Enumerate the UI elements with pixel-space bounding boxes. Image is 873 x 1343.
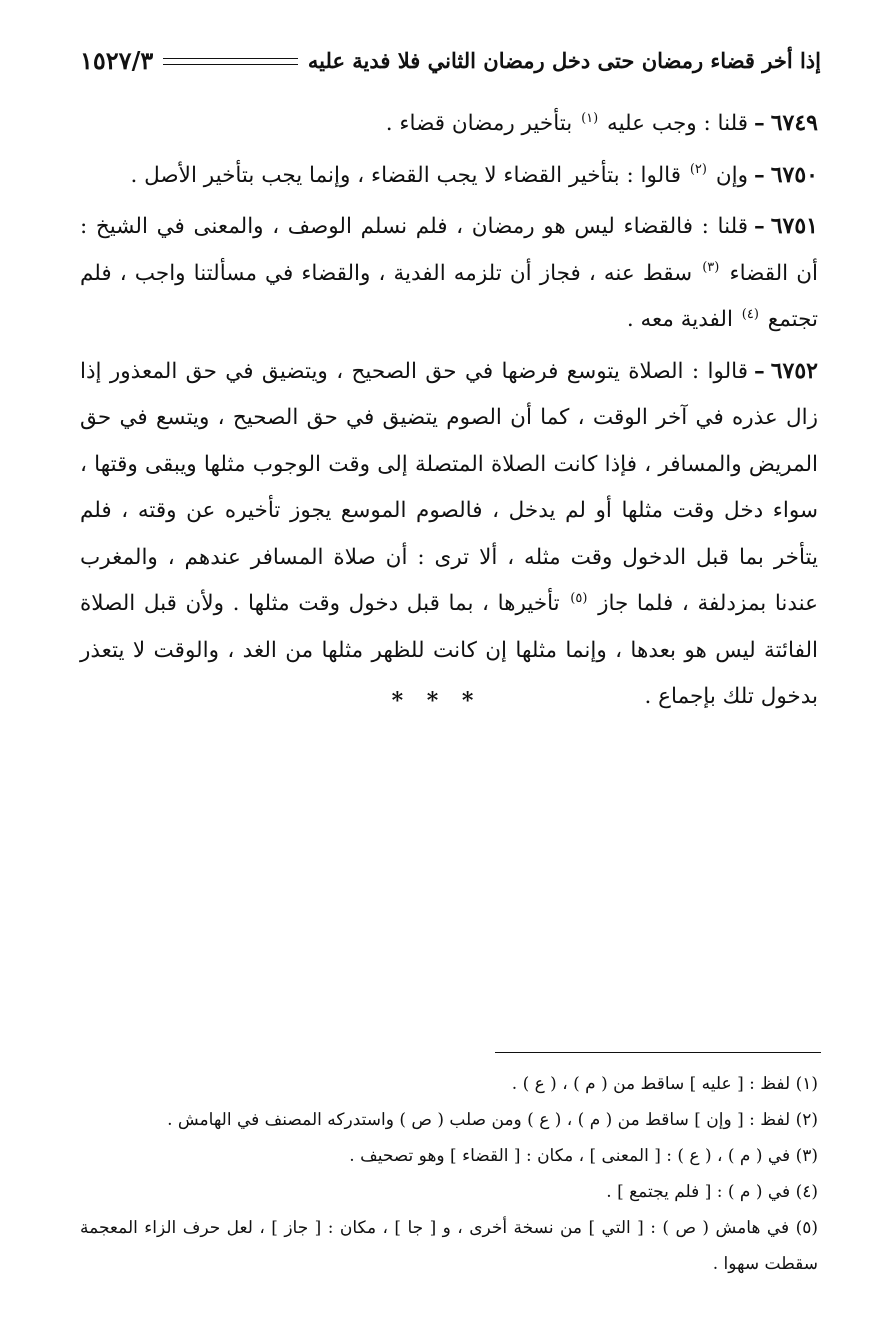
paragraph-text: تأخيرها ، بما قبل دخول وقت مثلها . ولأن قبل الصلاة الفائتة ليس هو بعدها ، وإنما مثلها إن كانت للظهر مثلها من الغد ، والوقت لا يتعذر بدخول تلك بإجماع . [80,591,818,709]
paragraph [80,152,818,200]
paragraph-number: ٦٧٥٢ [770,357,818,384]
footnotes [80,1066,818,1282]
footnote-reference: (٥) [570,590,588,606]
paragraph-text: الفدية معه . [626,307,733,332]
header-title: إذا أخر قضاء رمضان حتى دخل رمضان الثاني فلا فدية عليه [307,47,821,73]
paragraph-text: بتأخير رمضان قضاء . [385,111,573,136]
paragraph-text: قالوا : الصلاة يتوسع فرضها في حق الصحيح ، ويتضيق في حق المعذور إذا زال عذره في آخر الوقت ، كما أن الصوم يتضيق في حق الصحيح ، ويتسع في حق المريض والمسافر ، فإذا كانت الصلاة المتصلة إلى وقت الوجوب مثلها ويبقى وقتها ، سواء دخل وقت مثلها أو لم يدخل ، فالصوم الموسع يجوز تأخيره عن وقته ، فلم يتأخر بما قبل الدخول وقت مثله ، ألا ترى : أن صلاة المسافر عندهم ، والمغرب عندنا بمزدلفة ، فلما جاز [80,358,818,616]
paragraph-text: سقط عنه ، فجاز أن تلزمه الفدية ، والقضاء في مسألتنا واجب ، فلم تجتمع [80,260,818,332]
paragraph-text: قلنا : فالقضاء ليس هو رمضان ، فلم نسلم الوصف ، والمعنى في الشيخ : أن القضاء [80,214,818,286]
footnote-reference: (٢) [689,162,707,178]
paragraph-number: ٦٧٤٩ [770,110,818,136]
paragraph-text: قالوا : بتأخير القضاء لا يجب القضاء ، وإنما يجب بتأخير الأصل . [130,162,681,188]
header-rule [163,58,298,65]
paragraph-dash: – [753,358,765,384]
page-number: ١٥٢٧/٣ [80,45,154,75]
footnote: (٤) في ( م ) : [ فلم يجتمع ] . [606,1182,818,1202]
paragraph-dash: – [753,111,765,136]
footnote-reference: (٣) [702,260,720,276]
footnote: (٢) لفظ : [ وإن ] ساقط من ( م ) ، ( ع ) ومن صلب ( ص ) واستدركه المصنف في الهامش . [167,1110,818,1130]
footnote-reference: (٤) [741,306,759,322]
footnote: (٥) في هامش ( ص ) : [ التي ] من نسخة أخرى ، و [ جا ] ، مكان : [ جاز ] ، لعل حرف الزاء المعجمة سقطت سهوا . [80,1218,818,1274]
paragraph [80,100,818,148]
paragraph-text: وإن [715,162,748,188]
footnote-rule [495,1052,821,1053]
paragraph [80,348,818,721]
paragraph-dash: – [753,214,765,239]
footnote: (١) لفظ : [ عليه ] ساقط من ( م ) ، ( ع ) . [511,1074,818,1094]
body-text [80,100,818,725]
paragraph-text: قلنا : وجب عليه [607,111,748,136]
paragraph-dash: – [753,162,765,188]
section-separator: * * * [391,688,482,714]
running-header [80,40,821,80]
paragraph-number: ٦٧٥٠ [770,161,818,188]
footnote: (٣) في ( م ) ، ( ع ) : [ المعنى ] ، مكان : [ القضاء ] وهو تصحيف . [349,1146,818,1166]
paragraph-number: ٦٧٥١ [770,213,818,239]
paragraph [80,203,818,344]
footnote-reference: (١) [581,110,599,126]
